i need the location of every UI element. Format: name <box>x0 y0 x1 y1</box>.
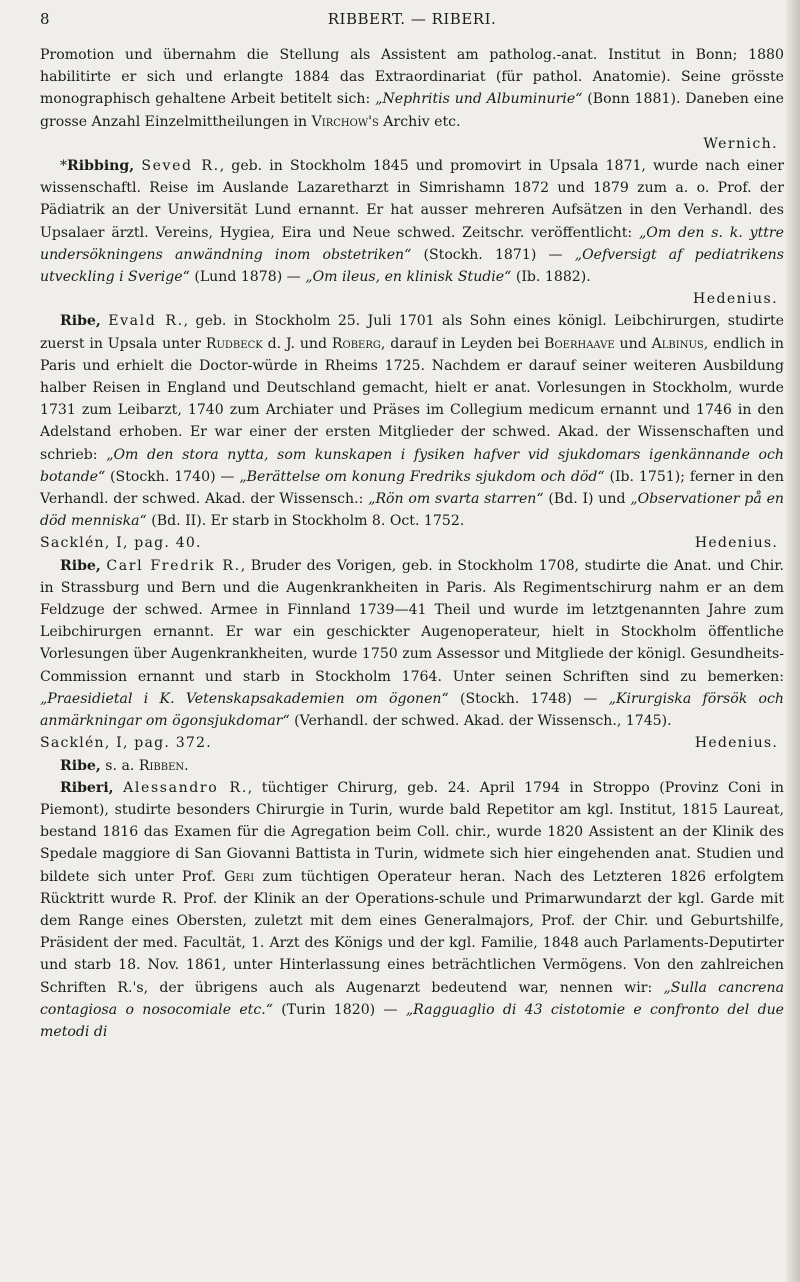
entry-given-name: Carl Fredrik R. <box>106 557 241 574</box>
entry-given-name: Seved R. <box>141 158 220 175</box>
entry-headword: Ribe, <box>60 757 101 774</box>
page-header <box>40 6 784 34</box>
entry-ribe-evald: Ribe, Evald R., geb. in Stockholm 25. Juli 1701 als Sohn eines königl. Leibchirurgen, studirte zuerst in Upsala unter Rudbeck d. J. und Roberg, darauf in Leyden bei Boerhaave und Albinus, endlich in Paris und erhielt die Doctor-würde in Rheims 1725. Nachdem er darauf seiner weiteren Ausbildung halber Reisen in England und Deutschland gemacht, hielt er anat. Vorlesungen in Stockholm, wurde 1731 zum Leibarzt, 1740 zum Archiater und Präses im Collegium medicum ernannt und 1746 in den Adelstand erhoben. Er war einer der ersten Mitglieder der schwed. Akad. der Wissenschaften und schrieb: „Om den stora nytta, som kunskapen i fysiken hafver vid sjukdomars igenkännande och botande“ (Stockh. 1740) — „Berättelse om konung Fredriks sjukdom och död“ (Ib. 1751); ferner in den Verhandl. der schwed. Akad. der Wissensch.: „Rön om svarta starren“ (Bd. I) und „Observationer på en död menniska“ (Bd. II). Er starb in Stockholm 8. Oct. 1752. <box>40 313 785 530</box>
author-signature: Hedenius. <box>693 291 778 308</box>
source-citation: Sacklén, I, pag. 40. <box>40 535 202 552</box>
author-signature: Hedenius. <box>694 535 778 552</box>
source-and-signature <box>40 532 784 554</box>
entry-headword: Riberi, <box>60 779 114 796</box>
entry-riberi-alessandro: Riberi, Alessandro R., tüchtiger Chirurg, geb. 24. April 1794 in Stroppo (Provinz Coni in Piemont), studirte besonders Chirurgie in Turin, wurde bald Repetitor am kgl. Institut, 1815 Laureat, bestand 1816 das Examen für die Agregation beim Coll. chir., wurde 1820 Assistent an der Klinik des Spedale maggiore di San Giovanni Battista in Turin, widmete sich hier eingehenden anat. Studien und bildete sich unter Prof. Geri zum tüchtigen Operateur heran. Nach des Letzteren 1826 erfolgtem Rücktritt wurde R. Prof. der Klinik an der Operations-schule und Primarwundarzt der kgl. Garde mit dem Range eines Obersten, zuletzt mit dem eines Generalmajors, Prof. der Chir. und Geburtshilfe, Präsident der med. Facultät, 1. Arzt des Königs und der kgl. Familie, 1848 auch Parlaments-Deputirter und starb 18. Nov. 1861, unter Hinterlassung eines beträchtlichen Vermögens. Von den zahlreichen Schriften R.'s, der übrigens auch als Augenarzt bedeutend war, nennen wir: „Sulla cancrena contagiosa o nosocomiale etc.“ (Turin 1820) — „Ragguaglio di 43 cistotomie e confronto del due metodi di <box>40 779 785 1040</box>
entry-given-name: Evald R. <box>108 313 184 330</box>
entry-star: * <box>60 158 68 175</box>
entry-ribbing-seved: *Ribbing, Seved R., geb. in Stockholm 1845 und promovirt in Upsala 1871, wurde nach einer wissenschaftl. Reise im Auslande Lazaretharzt in Simrishamn 1872 und 1879 zum a. o. Prof. der Pädiatrik an der Universität Lund ernannt. Er hat ausser mehreren Aufsätzen in den Verhandl. des Upsalaer ärztl. Vereins, Hygiea, Eira und Neue schwed. Zeitschr. veröffentlicht: „Om den s. k. yttre undersökningens anwändning inom obstetriken“ (Stockh. 1871) — „Oefversigt af pediatrikens utveckling i Sverige“ (Lund 1878) — „Om ileus, en klinisk Studie“ (Ib. 1882). <box>40 158 784 286</box>
author-signature: Hedenius. <box>694 735 778 752</box>
author-signature: Wernich. <box>703 135 778 152</box>
entry-headword: Ribbing, <box>67 158 135 175</box>
body-text <box>40 44 784 1043</box>
entry-headword: Ribe, <box>60 557 101 574</box>
source-and-signature <box>40 732 784 754</box>
source-citation: Sacklén, I, pag. 372. <box>40 735 212 752</box>
entry-ribbert-continuation: Promotion und übernahm die Stellung als Assistent am patholog.-anat. Institut in Bonn; 1880 habilitirte er sich und erlangte 1884 das Extraordinariat (für pathol. Anatomie). Seine grösste monographisch gehaltene Arbeit betitelt sich: „Nephritis und Albuminurie“ (Bonn 1881). Daneben eine grosse Anzahl Einzelmittheilungen in Virchow's Archiv etc. <box>40 47 784 130</box>
entry-ribe-carl-fredrik: Ribe, Carl Fredrik R., Bruder des Vorigen, geb. in Stockholm 1708, studirte die Anat. und Chir. in Strassburg und Bern und die Augenkrankheiten in Paris. Als Regimentschirurg nahm er an dem Feldzuge der schwed. Armee in Finnland 1739—41 Theil und wurde im letztgenannten Jahre zum Leibchirurgen ernannt. Er war ein geschickter Augenoperateur, hielt in Stockholm öffentliche Vorlesungen über Augenkrankheiten, wurde 1750 zum Assessor und Mitgliede der königl. Gesundheits-Commission ernannt und starb in Stockholm 1764. Unter seinen Schriften sind zu bemerken: „Praesidietal i K. Vetenskapsakademien om ögonen“ (Stockh. 1748) — „Kirurgiska försök och anmärkningar om ögonsjukdomar“ (Verhandl. der schwed. Akad. der Wissensch., 1745). <box>40 557 784 730</box>
page-number: 8 <box>40 10 51 28</box>
page-edge-shadow <box>786 0 800 1282</box>
entry-given-name: Alessandro R. <box>123 779 248 796</box>
running-head: RIBBERT. — RIBERI. <box>327 10 497 28</box>
entry-headword: Ribe, <box>60 313 101 330</box>
entry-ribe-crossref: Ribe, s. a. Ribben. <box>60 757 189 774</box>
